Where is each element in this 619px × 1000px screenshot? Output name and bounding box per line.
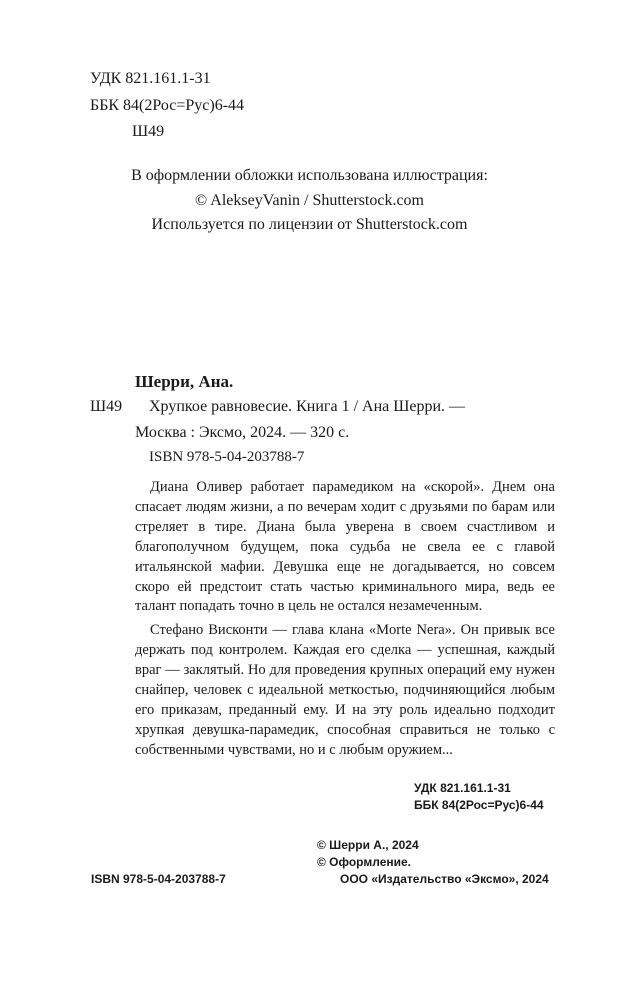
author-sign-code: Ш49 xyxy=(132,123,165,140)
copyright-author: © Шерри А., 2024 xyxy=(317,838,419,852)
annotation xyxy=(135,478,555,761)
cover-credit-line-1: В оформлении обложки использована иллюстрация: xyxy=(131,167,488,184)
bbk-bottom: ББК 84(2Рос=Рус)6-44 xyxy=(414,798,544,812)
title-line-2: Москва : Эксмо, 2024. — 320 с. xyxy=(135,424,350,441)
isbn-bottom: ISBN 978-5-04-203788-7 xyxy=(91,872,226,886)
annotation-paragraph-1: Диана Оливер работает парамедиком на «скорой». Днем она спасает людям жизни, а по вечерам ходит с друзьями по барам или стреляет в тире. Диана была уверена в своем счастливом и благополучном будущем, пока судьба не свела ее с главой итальянской мафии. Девушка еще не догадывается, но совсем скоро ей предстоит стать частью криминального мира, ведь ее талант попадать точно в цель не остался незамеченным. xyxy=(135,479,555,615)
annotation-paragraph-2: Стефано Висконти — глава клана «Morte Nera». Он привык все держать под контролем. Каждая его сделка — успешная, каждый враг — заклятый. Но для проведения крупных операций ему нужен снайпер, человек с идеальной меткостью, подчиняющийся любым его приказам, преданный ему. И на эту роль идеально подходит хрупкая девушка-парамедик, способная справиться не только с собственными чувствами, но и с любым оружием... xyxy=(135,622,555,758)
author-heading: Шерри, Ана. xyxy=(135,372,234,391)
biblio-code: Ш49 xyxy=(90,398,123,415)
copyright-design: © Оформление. xyxy=(317,855,412,869)
cover-credit-line-3: Используется по лицензии от Shutterstock.com xyxy=(151,216,468,233)
udk-bottom: УДК 821.161.1-31 xyxy=(414,781,511,795)
cover-credit-line-2: © AlekseyVanin / Shutterstock.com xyxy=(194,192,424,209)
isbn-record: ISBN 978-5-04-203788-7 xyxy=(149,449,305,465)
udk-code: УДК 821.161.1-31 xyxy=(90,70,211,87)
title-line-1: Хрупкое равновесие. Книга 1 / Ана Шерри. — xyxy=(149,398,466,415)
bbk-code: ББК 84(2Рос=Рус)6-44 xyxy=(90,97,245,114)
copyright-publisher: ООО «Издательство «Эксмо», 2024 xyxy=(340,872,549,886)
